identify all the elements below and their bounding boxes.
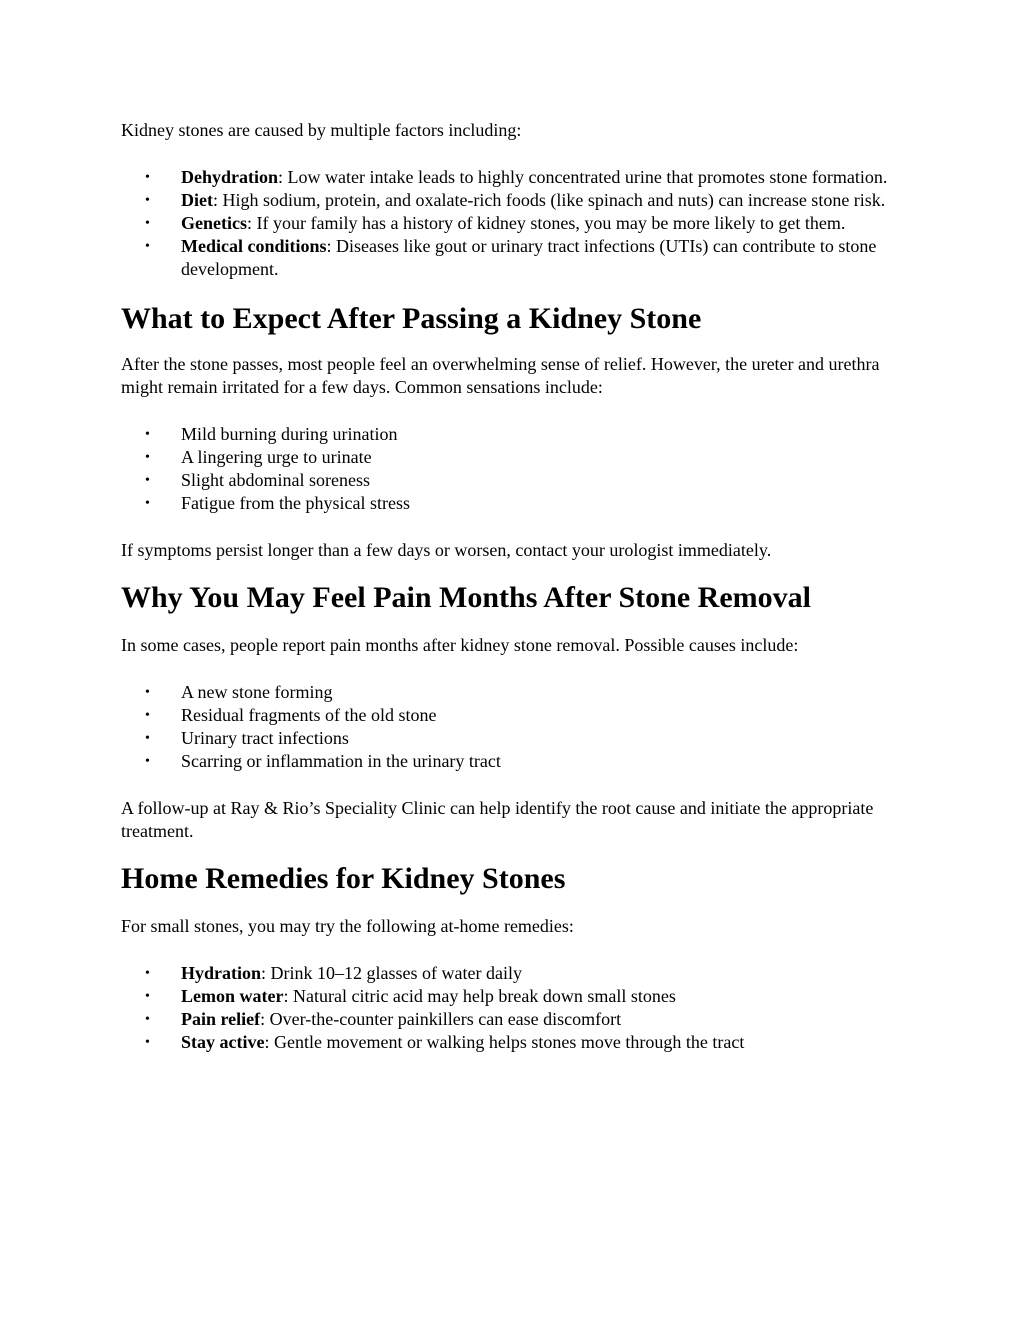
intro-paragraph: Kidney stones are caused by multiple factors including: <box>121 120 522 140</box>
section-heading-home: Home Remedies for Kidney Stones <box>121 862 566 895</box>
section-closing-why: A follow-up at Ray & Rio’s Speciality Clinic can help identify the root cause and initiate the appropriate treatment. <box>121 798 874 841</box>
list-item-text: Scarring or inflammation in the urinary tract <box>181 751 501 771</box>
list-item <box>121 985 901 1008</box>
list-item <box>121 212 901 235</box>
bullet-icon: • <box>145 731 150 746</box>
bullet-icon: • <box>145 685 150 700</box>
list-item <box>121 704 901 727</box>
bullet-icon: • <box>145 239 150 254</box>
bullet-icon: • <box>145 708 150 723</box>
list-item-text: : Gentle movement or walking helps stones move through the tract <box>264 1032 745 1052</box>
list-item <box>121 750 901 773</box>
list-item-term: Diet <box>181 190 213 210</box>
list-item-text: A new stone forming <box>181 682 333 702</box>
list-item <box>121 423 901 446</box>
bullet-icon: • <box>145 1012 150 1027</box>
list-item-text: : Natural citric acid may help break down small stones <box>283 986 676 1006</box>
section-closing-expect: If symptoms persist longer than a few days or worsen, contact your urologist immediately. <box>121 540 772 560</box>
list-item-text: : Low water intake leads to highly concentrated urine that promotes stone formation. <box>278 167 888 187</box>
list-item-text: Slight abdominal soreness <box>181 470 370 490</box>
list-item-term: Lemon water <box>181 986 284 1006</box>
list-item-text: : Drink 10–12 glasses of water daily <box>261 963 522 983</box>
section-paragraph-expect: After the stone passes, most people feel an overwhelming sense of relief. However, the ureter and urethra might remain irritated for a few days. Common sensations include: <box>121 354 880 397</box>
list-item-term: Genetics <box>181 213 247 233</box>
pain-causes-list <box>121 681 901 773</box>
bullet-icon: • <box>145 989 150 1004</box>
list-item <box>121 1008 901 1031</box>
list-item <box>121 166 901 189</box>
list-item-text: : Diseases like gout or urinary tract infections (UTIs) can contribute to stone development. <box>181 236 877 279</box>
list-item <box>121 469 901 492</box>
list-item-term: Pain relief <box>181 1009 261 1029</box>
list-item-text: Residual fragments of the old stone <box>181 705 437 725</box>
bullet-icon: • <box>145 193 150 208</box>
document-page <box>121 119 901 1054</box>
list-item-text: Mild burning during urination <box>181 424 398 444</box>
list-item <box>121 189 901 212</box>
bullet-icon: • <box>145 427 150 442</box>
bullet-icon: • <box>145 473 150 488</box>
bullet-icon: • <box>145 754 150 769</box>
list-item-text: Fatigue from the physical stress <box>181 493 410 513</box>
bullet-icon: • <box>145 496 150 511</box>
list-item <box>121 446 901 469</box>
section-paragraph-why: In some cases, people report pain months after kidney stone removal. Possible causes include: <box>121 635 799 655</box>
list-item-text: Urinary tract infections <box>181 728 349 748</box>
list-item-text: : Over-the-counter painkillers can ease discomfort <box>260 1009 622 1029</box>
bullet-icon: • <box>145 1035 150 1050</box>
list-item-text: : High sodium, protein, and oxalate-rich foods (like spinach and nuts) can increase stone risk. <box>212 190 886 210</box>
section-heading-why: Why You May Feel Pain Months After Stone Removal <box>121 581 811 614</box>
list-item-term: Medical conditions <box>181 236 327 256</box>
section-heading-expect: What to Expect After Passing a Kidney Stone <box>121 302 702 335</box>
bullet-icon: • <box>145 450 150 465</box>
list-item-term: Dehydration <box>181 167 279 187</box>
list-item <box>121 727 901 750</box>
list-item <box>121 1031 901 1054</box>
section-paragraph-home: For small stones, you may try the following at-home remedies: <box>121 916 574 936</box>
list-item <box>121 492 901 515</box>
list-item <box>121 962 901 985</box>
bullet-icon: • <box>145 170 150 185</box>
bullet-icon: • <box>145 966 150 981</box>
list-item-text: : If your family has a history of kidney stones, you may be more likely to get them. <box>246 213 846 233</box>
causes-list <box>121 166 901 281</box>
list-item <box>121 681 901 704</box>
list-item-term: Stay active <box>181 1032 265 1052</box>
list-item <box>121 235 901 281</box>
remedies-list <box>121 962 901 1054</box>
sensations-list <box>121 423 901 515</box>
list-item-term: Hydration <box>181 963 262 983</box>
list-item-text: A lingering urge to urinate <box>181 447 372 467</box>
bullet-icon: • <box>145 216 150 231</box>
